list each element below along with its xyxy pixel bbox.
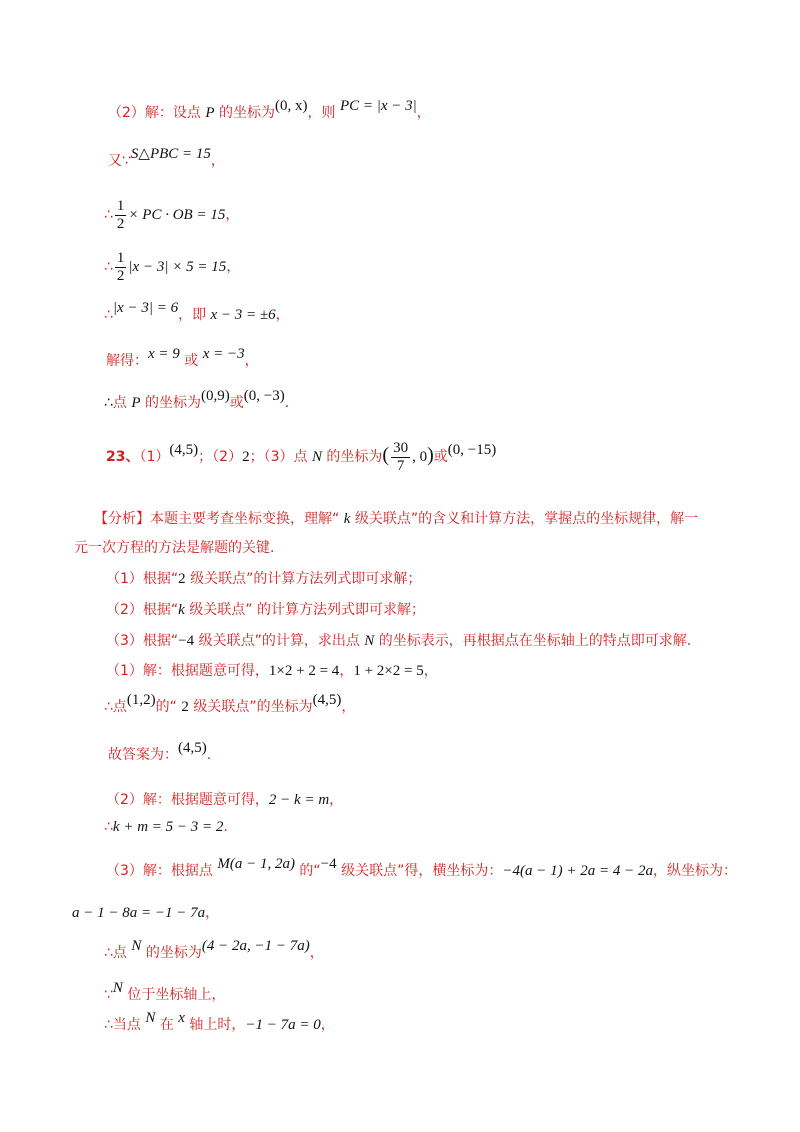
line-22: ∵N 位于坐标轴上， <box>104 980 226 1003</box>
fraction-half: $\frac{1}{2}$ <box>116 250 125 284</box>
line-23: ∴当点 N 在 x 轴上时，−1 − 7a = 0， <box>104 1010 335 1033</box>
fraction-half: $\frac{1}{2}$ <box>116 198 125 232</box>
line-3: ∴ $\frac{1}{2}$ × PC · OB = 15， <box>104 198 240 232</box>
line-21: ∴点 N 的坐标为(4 − 2a, −1 − 7a)， <box>104 938 324 961</box>
line-19: （3）解：根据点 M(a − 1, 2a) 的“−4 级关联点”得，横坐标为：−4(a − 1) + 2a = 4 − 2a，纵坐标为： <box>106 856 737 879</box>
line-16: 故答案为：(4,5). <box>108 740 212 763</box>
line-10: 元一次方程的方法是解题的关键. <box>74 540 275 556</box>
line-2: 又∵S△PBC = 15， <box>108 146 225 169</box>
line-15: ∴点(1,2)的“ 2 级关联点”的坐标为(4,5)， <box>104 692 356 715</box>
line-9-analysis: 【分析】本题主要考查坐标变换，理解“ k 级关联点”的含义和计算方法，掌握点的坐标规律，解一 <box>94 511 699 527</box>
line-17: （2）解：根据题意可得，2 − k = m， <box>106 792 344 808</box>
line-18: ∴k + m = 5 − 3 = 2. <box>104 819 228 835</box>
fraction-30-7: $\frac{30}{7}$ <box>393 440 409 474</box>
line-12: （2）根据“k 级关联点” 的计算方法列式即可求解； <box>106 602 425 618</box>
line-14: （1）解：根据题意可得，1×2 + 2 = 4，1 + 2×2 = 5， <box>106 663 438 679</box>
line-5: ∴|x − 3| = 6，即 x − 3 = ±6， <box>104 300 290 323</box>
line-11: （1）根据“2 级关联点”的计算方法列式即可求解； <box>106 571 422 587</box>
line-8-answer-23: 23、（1）(4,5)；（2）2；（3）点 N 的坐标为( $\frac{30}{7}$ , 0)或(0, −15) <box>106 440 497 474</box>
line-6: 解得：x = 9 或 x = −3， <box>106 346 259 369</box>
line-4: ∴ $\frac{1}{2}$ |x − 3| × 5 = 15， <box>104 250 241 284</box>
line-13: （3）根据“−4 级关联点”的计算，求出点 N 的坐标表示，再根据点在坐标轴上的特点即可求解. <box>106 633 692 649</box>
line-20: a − 1 − 8a = −1 − 7a， <box>72 905 220 921</box>
line-1: （2）解：设点 P 的坐标为(0, x)，则 PC = |x − 3|， <box>108 98 431 121</box>
line-7: ∴点 P 的坐标为(0,9)或(0, −3). <box>104 388 290 411</box>
